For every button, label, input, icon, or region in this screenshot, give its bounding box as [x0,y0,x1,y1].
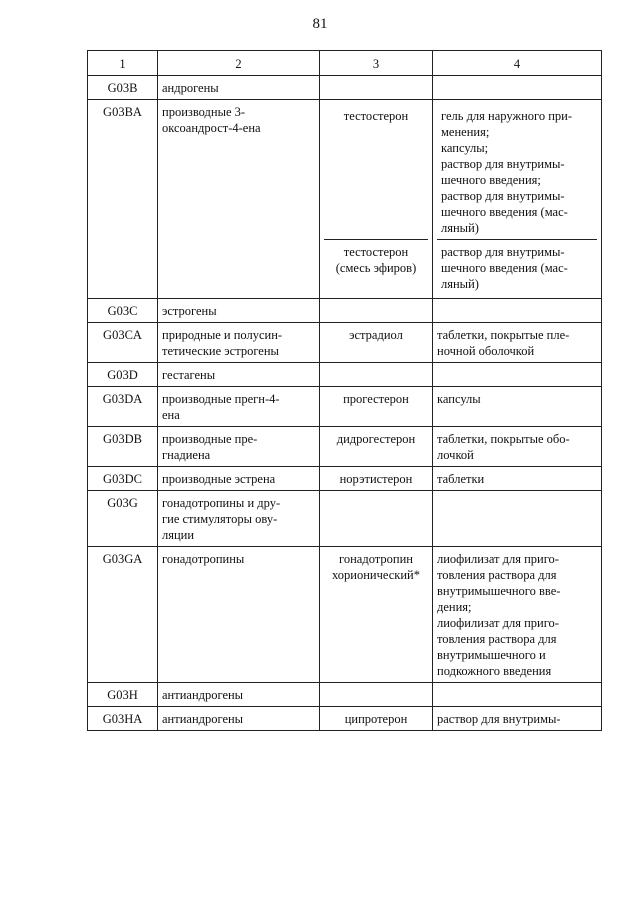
drug-name [320,363,433,387]
group-name [158,491,320,547]
drug-name [320,683,433,707]
text-line: дидрогестерон [336,432,416,446]
text-line: тестостерон [343,245,409,259]
text-line: ципротерон [344,712,408,726]
table-row [88,76,602,100]
text-line: шечного введения (мас- [441,205,568,219]
drug-name [320,100,433,299]
dosage-form [433,76,602,100]
table-row [88,323,602,363]
group-name [158,387,320,427]
group-name [158,707,320,731]
text-line: лиофилизат для приго- [437,616,559,630]
dosage-form [433,323,602,363]
text-line: раствор для внутримы- [441,245,565,259]
drug-name [320,76,433,100]
table-row [88,707,602,731]
text-line: таблетки [437,472,485,486]
text-line: гнадиена [162,448,211,462]
text-line: гестагены [162,368,216,382]
text-line: таблетки, покрытые пле- [437,328,570,342]
form-entry [437,104,597,239]
drug-entry [324,239,428,295]
text-line: антиандрогены [162,712,244,726]
text-line: андрогены [162,81,219,95]
column-header: 4 [433,51,602,76]
dosage-form [433,387,602,427]
atc-code: G03DB [88,427,158,467]
text-line: производные 3- [162,105,246,119]
group-name [158,76,320,100]
atc-code: G03CA [88,323,158,363]
text-line: природные и полусин- [162,328,283,342]
drug-name [320,491,433,547]
text-line: ночной оболочкой [437,344,535,358]
dosage-form [433,683,602,707]
atc-code: G03DC [88,467,158,491]
group-name [158,299,320,323]
dosage-form [433,707,602,731]
atc-code: G03B [88,76,158,100]
text-line: капсулы [437,392,481,406]
text-line: гонадотропины и дру- [162,496,281,510]
text-line: производные прегн-4- [162,392,280,406]
drug-name [320,707,433,731]
atc-code: G03D [88,363,158,387]
group-name [158,427,320,467]
text-line: (смесь эфиров) [335,261,417,275]
text-line: хорионический* [332,568,420,582]
text-line: раствор для внутримы- [437,712,561,726]
dosage-form [433,467,602,491]
atc-code: G03GA [88,547,158,683]
group-name [158,323,320,363]
table-row [88,467,602,491]
text-line: антиандрогены [162,688,244,702]
text-line: раствор для внутримы- [441,189,565,203]
atc-code: G03H [88,683,158,707]
form-entry [437,239,597,295]
text-line: гонадотропин [339,552,413,566]
table-row [88,299,602,323]
atc-code: G03C [88,299,158,323]
group-name [158,547,320,683]
dosage-form [433,363,602,387]
table-row [88,683,602,707]
table-row [88,363,602,387]
dosage-form [433,100,602,299]
atc-code: G03HA [88,707,158,731]
text-line: производные пре- [162,432,258,446]
text-line: норэтистерон [339,472,413,486]
text-line: производные эстрена [162,472,276,486]
text-line: эстрадиол [349,328,403,342]
dosage-form [433,427,602,467]
drug-table [87,50,602,731]
text-line: таблетки, покрытые обо- [437,432,570,446]
table-row [88,427,602,467]
atc-code: G03G [88,491,158,547]
text-line: тестостерон [343,109,409,123]
text-line: ляный) [441,277,479,291]
text-line: оксоандрост-4-ена [162,121,261,135]
table-row [88,547,602,683]
atc-code: G03DA [88,387,158,427]
column-header: 1 [88,51,158,76]
text-line: подкожного введения [437,664,552,678]
text-line: капсулы; [441,141,489,155]
text-line: товления раствора для [437,568,557,582]
text-line: гонадотропины [162,552,245,566]
table-body [88,76,602,731]
text-line: ена [162,408,180,422]
group-name [158,100,320,299]
text-line: менения; [441,125,490,139]
text-line: ляции [162,528,195,542]
text-line: тетические эстрогены [162,344,279,358]
text-line: внутримышечного вве- [437,584,561,598]
text-line: гие стимуляторы ову- [162,512,278,526]
table-row [88,100,602,299]
table-row [88,387,602,427]
text-line: ляный) [441,221,479,235]
drug-name [320,427,433,467]
text-line: лиофилизат для приго- [437,552,559,566]
atc-code: G03BA [88,100,158,299]
drug-name [320,299,433,323]
text-line: шечного введения; [441,173,541,187]
drug-entry [324,104,428,239]
dosage-form [433,491,602,547]
group-name [158,683,320,707]
drug-name [320,547,433,683]
text-line: лочкой [437,448,474,462]
page-number: 81 [312,16,328,32]
group-name [158,363,320,387]
text-line: шечного введения (мас- [441,261,568,275]
text-line: товления раствора для [437,632,557,646]
drug-name [320,387,433,427]
text-line: эстрогены [162,304,217,318]
text-line: прогестерон [343,392,409,406]
drug-name [320,323,433,363]
text-line: раствор для внутримы- [441,157,565,171]
dosage-form [433,547,602,683]
text-line: внутримышечного и [437,648,546,662]
table-row [88,491,602,547]
text-line: дения; [437,600,472,614]
group-name [158,467,320,491]
column-header: 3 [320,51,433,76]
text-line: гель для наружного при- [441,109,573,123]
dosage-form [433,299,602,323]
header-row [88,51,602,76]
drug-name [320,467,433,491]
column-header: 2 [158,51,320,76]
